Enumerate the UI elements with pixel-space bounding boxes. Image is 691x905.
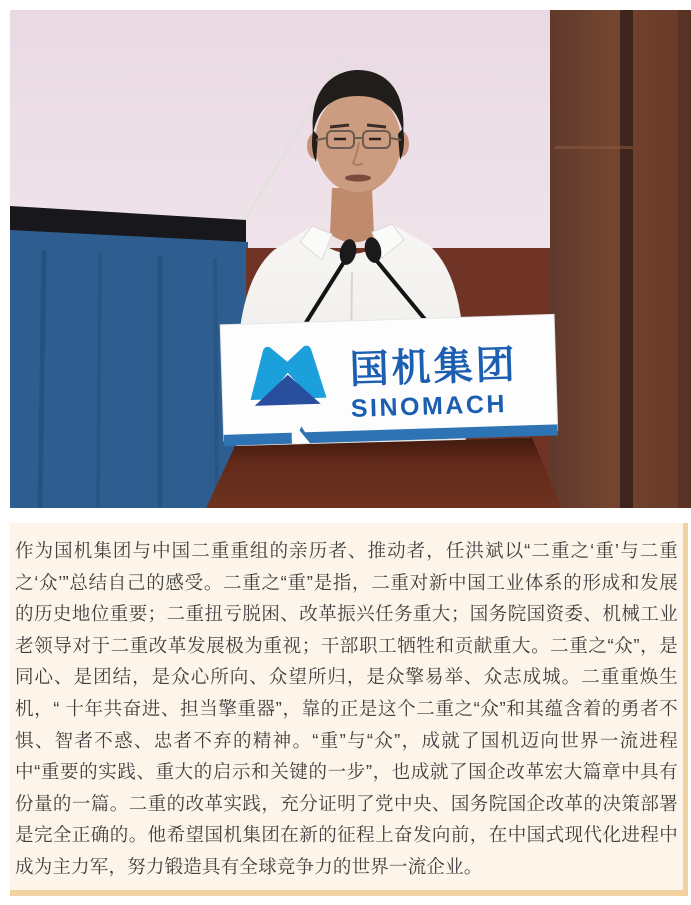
podium-logo-cn: 国机集团 xyxy=(349,343,519,392)
speaker-photo-illustration xyxy=(10,10,691,508)
article-text-box xyxy=(10,523,688,896)
wood-wall xyxy=(550,10,691,508)
podium-board xyxy=(220,314,558,445)
speaker-neck xyxy=(330,188,374,243)
podium-base xyxy=(206,438,562,508)
podium-logo-en: SINOMACH xyxy=(350,389,508,423)
article-paragraph: 作为国机集团与中国二重重组的亲历者、推动者，任洪斌以“二重之‘重’与二重之‘众’”总结自己的感受。二重之“重”是指，二重对新中国工业体系的形成和发展的历史地位重要；二重扭亏脱困、改革振兴任务重大；国务院国资委、机械工业老领导对于二重改革发展极为重视；干部职工牺牲和贡献重大。二重之“众”，是同心、是团结，是众心所向、众望所归，是众擎易举、众志成城。二重重焕生机，“ 十年共奋进、担当擎重器”，靠的正是这个二重之“众”和其蕴含着的勇者不惧、智者不惑、忠者不弃的精神。“重”与“众”，成就了国机迈向世界一流进程中“重要的实践、重大的启示和关键的一步”，也成就了国企改革宏大篇章中具有份量的一篇。二重的改革实践，充分证明了党中央、国务院国企改革的决策部署是完全正确的。他希望国机集团在新的征程上奋发向前，在中国式现代化进程中成为主力军，努力锻造具有全球竞争力的世界一流企业。 xyxy=(15,540,678,877)
stage-curtain xyxy=(10,230,248,508)
speaker-photo[interactable] xyxy=(10,10,691,508)
